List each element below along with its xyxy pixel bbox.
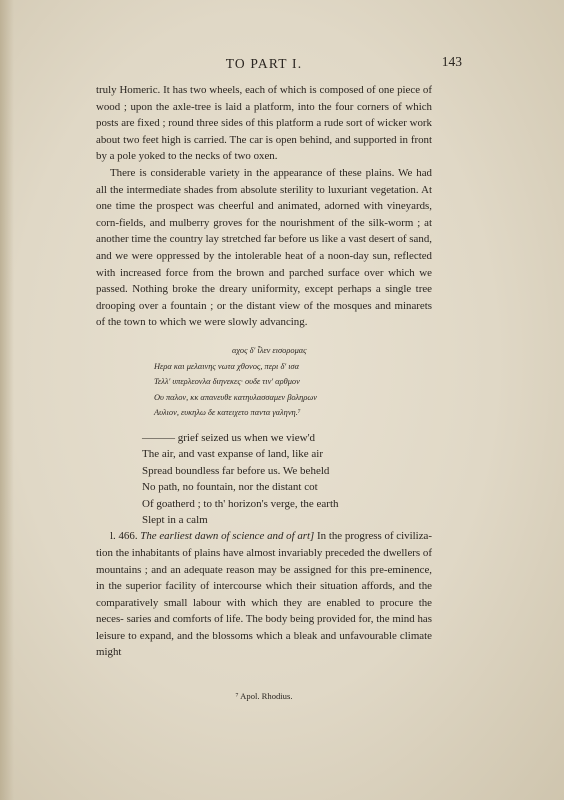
text-line: by a pole yoked to the necks of two oxen. — [96, 150, 278, 163]
text-line: drooping over a fountain ; or the distant view of the mosques and minarets of — [96, 299, 432, 329]
text-line: In the progress of civiliza- — [317, 530, 432, 543]
text-line: At one time the prospect was cheerful and animated, adorned with vineyards, — [96, 183, 432, 213]
text-line: comparatively small labour with which they are enabled to procure the neces- — [96, 596, 432, 626]
text-line: and we were oppressed by the intolerable heat of a noon-day sun, reflected — [96, 249, 432, 262]
greek-quotation — [154, 343, 432, 421]
text-line: corn-fields, and mulberry groves for the nourishment of the silk-worm ; at — [96, 216, 432, 229]
page-gutter-shadow — [0, 0, 14, 800]
verse-line: ——— grief seized us when we view'd — [142, 431, 316, 444]
text-line: mountains ; and an adequate reason may be assigned for this pre-eminence, — [96, 563, 432, 576]
greek-line: Ου παλον, κκ απανευθε κατηυλασσαμεν βοληρων — [154, 392, 317, 402]
greek-line: Αυλιον, ευκηλω δε κατειχετο παντα γαληνη.⁷ — [154, 408, 301, 418]
paragraph-1 — [96, 82, 432, 165]
footnote: ⁷ Apol. Rhodius. — [235, 691, 293, 701]
page-body — [96, 82, 432, 661]
text-line: There is considerable variety in the appearance of these plains. We had — [110, 166, 432, 179]
text-line: truly Homeric. It has two wheels, each of which is composed of one piece of — [96, 84, 432, 96]
note-reference: l. 466. — [110, 530, 138, 543]
greek-line: Ηερα και μελαινης νωτα χθονος, περι δ' ισα — [154, 361, 300, 371]
text-line: about two feet high is carried. The car is open behind, and supported in front — [96, 133, 432, 146]
verse-line: The air, and vast expanse of land, like air — [142, 448, 323, 461]
page-number: 143 — [441, 54, 462, 69]
verse-translation — [142, 430, 432, 528]
running-title: TO PART I. — [225, 56, 303, 71]
text-line: all the intermediate shades from absolute sterility to luxuriant vegetation. — [96, 183, 419, 196]
text-line: the town to which we were slowly advancing. — [107, 316, 308, 329]
text-line: in the superior facility of intercourse which their situation affords, and the — [96, 580, 432, 593]
verse-line: Slept in a calm — [142, 513, 208, 526]
text-line: with increased force from the brown and parched surface over which we — [96, 266, 432, 279]
greek-line: αχος δ' ἶλεν εισορομας — [232, 345, 307, 355]
text-line: wood ; upon the axle-tree is laid a platform, into the four corners of which — [96, 100, 432, 113]
verse-line: Of goatherd ; to th' horizon's verge, the earth — [142, 497, 339, 510]
text-line: saries and comforts of life. The body being provided for, the mind has leisure — [96, 613, 432, 642]
text-line: passed. Nothing broke the dreary uniformity, except perhaps a single tree — [96, 283, 432, 296]
text-line: another time the country lay stretched far before us like a vast desert of sand, — [96, 233, 432, 246]
note-paragraph — [96, 528, 432, 661]
paragraph-2 — [96, 165, 432, 331]
greek-line: Τελλ' υπερλεονλα διηνεκες· ουδε τιν' αρθμον — [154, 377, 300, 387]
verse-line: Spread boundless far before us. We beheld — [142, 464, 330, 477]
text-line: tion the inhabitants of plains have almost invariably preceded the dwellers of — [96, 546, 432, 559]
verse-line: No path, no fountain, nor the distant cot — [142, 481, 318, 494]
text-line: posts are fixed ; round three sides of this platform a rude sort of wicker work — [96, 117, 432, 130]
note-reference-title: The earliest dawn of science and of art] — [140, 530, 315, 543]
text-line: to expand, and the blossoms which a bleak and unfavourable climate might — [96, 629, 432, 659]
